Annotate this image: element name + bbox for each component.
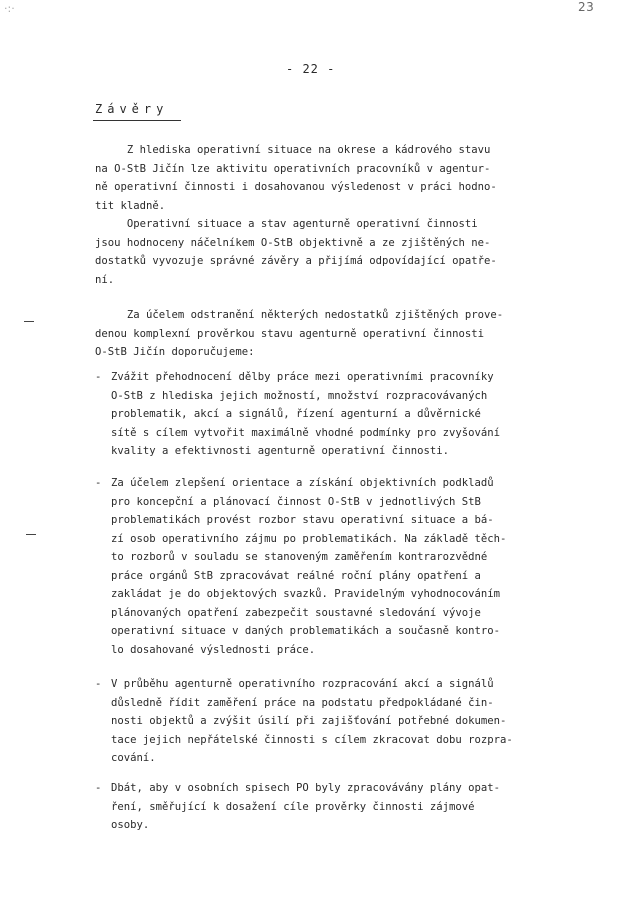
bullet-dash: - [95,371,102,383]
bullet-dash: - [95,477,102,489]
paragraph-2: Operativní situace a stav agenturně operativní činnosti jsou hodnoceny náčelníkem O-StB objektivně a ze zjištěných ne- dostatků vyvozuje správné závěry a přijímá odpovídající opatře- ní. [95,218,497,286]
bullet-dash: - [95,678,102,690]
recommendation-text: V průběhu agenturně operativního rozpracování akcí a signálů důsledně řídit zaměření práce na podstatu předpokládané čin- nosti objektů a zvýšit úsilí při zajišťování potřebné dokumen- tace jejich nepřátelské činnosti s cílem zkracovat dobu rozpra- cování. [111,678,513,764]
margin-mark [24,321,34,322]
paragraph-3: Za účelem odstranění některých nedostatků zjištěných prove- denou komplexní prověrkou stavu agenturně operativní činnosti O-StB Jičín doporučujeme: [95,309,504,358]
recommendation-text: Za účelem zlepšení orientace a získání objektivních podkladů pro koncepční a plánovací činnost O-StB v jednotlivých StB problematikách provést rozbor stavu operativní situace a bá- zí osob operativního zájmu po problematikách. Na základě těch- to rozborů v souladu se stanoveným zaměřením kontrarozvědné práce orgánů StB zpracovávat reálné roční plány opatření a zakládat je do objektových svazků. Pravidelným vyhodnocováním plánovaných opatření zabezpečit soustavné sledování vývoje operativní situace v daných problematikách a současně kontro- lo dosahované výslednosti práce. [111,477,507,656]
margin-mark [26,534,36,535]
archive-number: 23 [578,0,595,14]
stamp-mark: ·:· [4,2,15,15]
section-heading: Závěry [95,102,169,116]
paragraph-1: Z hlediska operativní situace na okrese a kádrového stavu na O-StB Jičín lze aktivitu operativních pracovníků v agentur- ně operativní činnosti i dosahovanou výsledenost v práci hodno- tit kladně. [95,144,497,212]
page-number: - 22 - [286,62,336,76]
recommendation-text: Zvážit přehodnocení dělby práce mezi operativními pracovníky O-StB z hlediska jejich možností, množství rozpracovávaných problematik, akcí a signálů, řízení agenturní a důvěrnické sítě s cílem vytvořit maximálně vhodné podmínky pro zvyšování kvality a efektivnosti agenturně operativní činnosti. [111,371,501,457]
bullet-dash: - [95,782,102,794]
heading-underline [93,120,181,121]
recommendation-text: Dbát, aby v osobních spisech PO byly zpracovávány plány opat- ření, směřující k dosažení cíle prověrky činnosti zájmové osoby. [111,782,501,831]
